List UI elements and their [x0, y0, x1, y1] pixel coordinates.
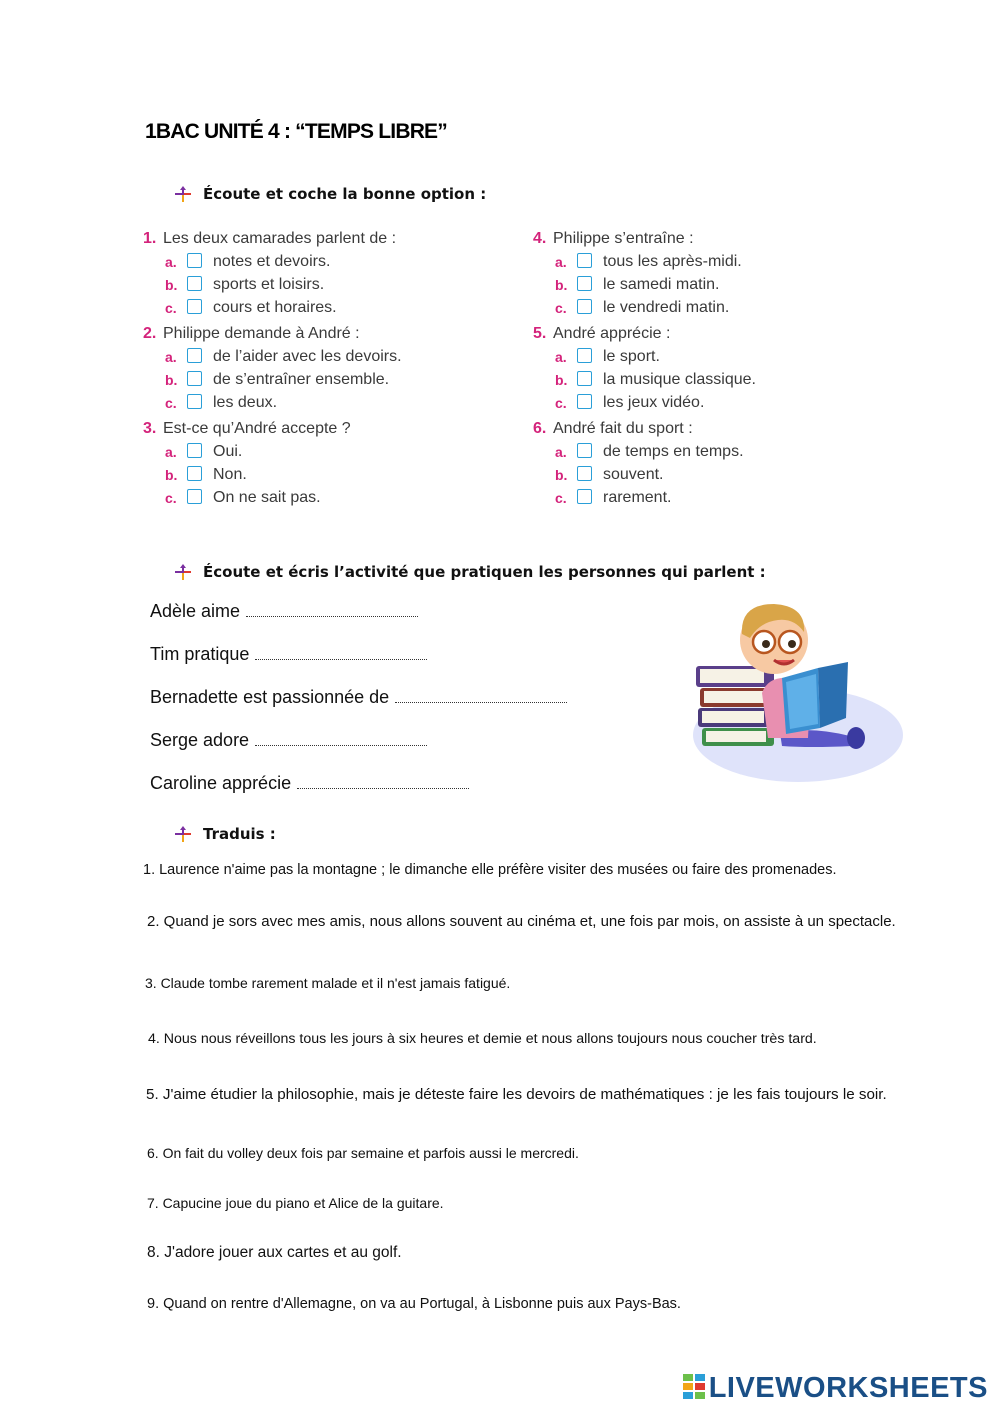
question-3: 3. Est-ce qu’André accepte ?: [143, 420, 351, 437]
option-2c[interactable]: c. les deux.: [165, 394, 278, 411]
checkbox[interactable]: [577, 443, 592, 458]
checkbox[interactable]: [187, 253, 202, 268]
option-1c[interactable]: c. cours et horaires.: [165, 299, 337, 316]
option-3b[interactable]: b. Non.: [165, 466, 247, 483]
sentence-3: 3. Claude tombe rarement malade et il n'est jamais fatigué.: [145, 975, 511, 991]
checkbox[interactable]: [187, 276, 202, 291]
question-6: 6. André fait du sport :: [533, 420, 693, 437]
checkbox[interactable]: [577, 348, 592, 363]
sentence-5: 5. J'aime étudier la philosophie, mais je déteste faire les devoirs de mathématiques : je les fais toujours le soir.: [146, 1086, 887, 1103]
checkbox[interactable]: [187, 299, 202, 314]
checkbox[interactable]: [577, 466, 592, 481]
option-4a[interactable]: a. tous les après-midi.: [555, 253, 742, 270]
section3-instruction: Traduis :: [203, 825, 276, 843]
sentence-6: 6. On fait du volley deux fois par semaine et parfois aussi le mercredi.: [147, 1145, 579, 1161]
page-title: 1BAC UNITÉ 4 : “TEMPS LIBRE”: [145, 120, 447, 143]
sentence-1: 1. Laurence n'aime pas la montagne ; le dimanche elle préfère visiter des musées ou faire des promenades.: [143, 862, 837, 878]
checkbox[interactable]: [577, 276, 592, 291]
liveworksheets-brand: LIVEWORKSHEETS: [683, 1372, 988, 1405]
question-2: 2. Philippe demande à André :: [143, 325, 360, 342]
checkbox[interactable]: [187, 489, 202, 504]
fill-item-adele: Adèle aime: [150, 601, 418, 622]
answer-input[interactable]: [246, 602, 418, 617]
checkbox[interactable]: [577, 489, 592, 504]
answer-input[interactable]: [255, 731, 427, 746]
fill-item-tim: Tim pratique: [150, 644, 427, 665]
questions-right-column: [533, 228, 913, 510]
checkbox[interactable]: [187, 466, 202, 481]
question-1: 1. Les deux camarades parlent de :: [143, 230, 397, 247]
option-3c[interactable]: c. On ne sait pas.: [165, 489, 321, 506]
option-1b[interactable]: b. sports et loisirs.: [165, 276, 325, 293]
fill-item-caroline: Caroline apprécie: [150, 773, 469, 794]
option-1a[interactable]: a. notes et devoirs.: [165, 253, 331, 270]
option-6b[interactable]: b. souvent.: [555, 466, 664, 483]
option-6a[interactable]: a. de temps en temps.: [555, 443, 744, 460]
sentence-4: 4. Nous nous réveillons tous les jours à six heures et demie et nous allons toujours nous coucher très tard.: [148, 1031, 817, 1047]
answer-input[interactable]: [395, 688, 567, 703]
section2-instruction: Écoute et écris l’activité que pratiquen les personnes qui parlent :: [203, 563, 766, 581]
sentence-7: 7. Capucine joue du piano et Alice de la guitare.: [147, 1195, 444, 1211]
checkbox[interactable]: [187, 371, 202, 386]
option-2b[interactable]: b. de s’entraîner ensemble.: [165, 371, 390, 388]
checkbox[interactable]: [577, 394, 592, 409]
arrow-bullet-icon: [173, 824, 193, 844]
question-5: 5. André apprécie :: [533, 325, 671, 342]
checkbox[interactable]: [187, 443, 202, 458]
option-6c[interactable]: c. rarement.: [555, 489, 672, 506]
child-reading-illustration: [690, 598, 910, 788]
fill-item-serge: Serge adore: [150, 730, 427, 751]
option-5b[interactable]: b. la musique classique.: [555, 371, 756, 388]
option-3a[interactable]: a. Oui.: [165, 443, 243, 460]
option-2a[interactable]: a. de l’aider avec les devoirs.: [165, 348, 402, 365]
sentence-9: 9. Quand on rentre d'Allemagne, on va au Portugal, à Lisbonne puis aux Pays-Bas.: [147, 1296, 681, 1312]
answer-input[interactable]: [255, 645, 427, 660]
option-5a[interactable]: a. le sport.: [555, 348, 660, 365]
liveworksheets-logo-icon: [683, 1374, 705, 1400]
checkbox[interactable]: [577, 299, 592, 314]
sentence-8: 8. J'adore jouer aux cartes et au golf.: [147, 1244, 402, 1261]
checkbox[interactable]: [187, 348, 202, 363]
checkbox[interactable]: [577, 371, 592, 386]
checkbox[interactable]: [577, 253, 592, 268]
question-4: 4. Philippe s’entraîne :: [533, 230, 694, 247]
sentence-2: 2. Quand je sors avec mes amis, nous allons souvent au cinéma et, une fois par mois, on assiste à un spectacle.: [147, 913, 896, 930]
checkbox[interactable]: [187, 394, 202, 409]
arrow-bullet-icon: [173, 184, 193, 204]
option-4b[interactable]: b. le samedi matin.: [555, 276, 720, 293]
section1-instruction: Écoute et coche la bonne option :: [203, 185, 486, 203]
arrow-bullet-icon: [173, 562, 193, 582]
option-5c[interactable]: c. les jeux vidéo.: [555, 394, 705, 411]
fill-item-bernadette: Bernadette est passionnée de: [150, 687, 567, 708]
option-4c[interactable]: c. le vendredi matin.: [555, 299, 730, 316]
questions-left-column: [143, 228, 523, 510]
answer-input[interactable]: [297, 774, 469, 789]
